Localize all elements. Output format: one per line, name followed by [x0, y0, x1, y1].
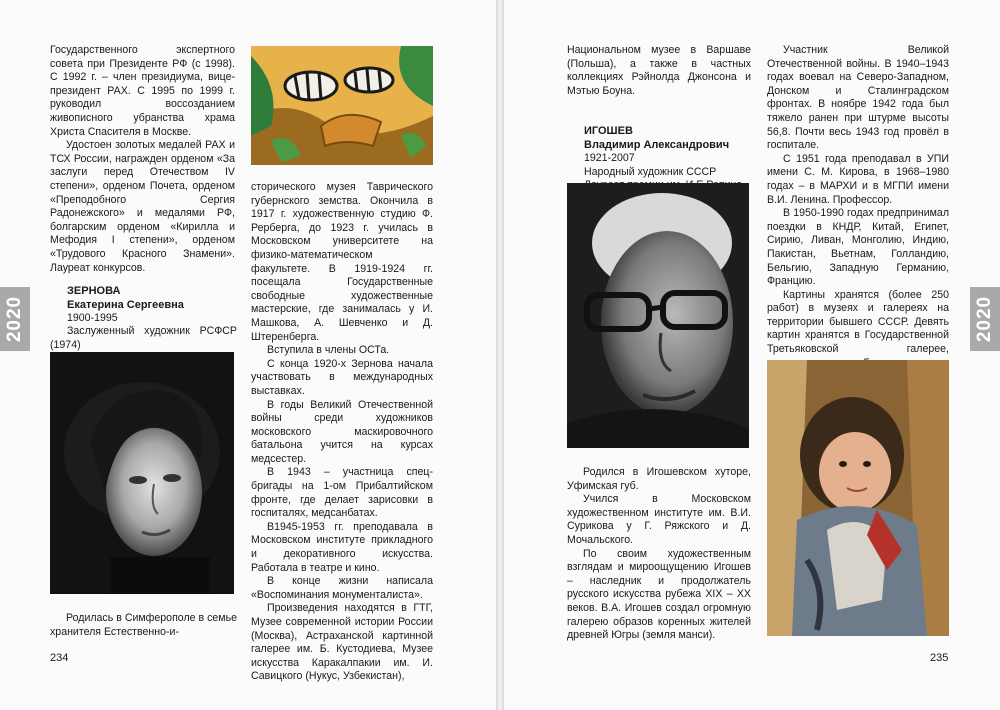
right-column-1-bottom — [567, 466, 751, 643]
left-col2-p2: Вступила в члены ОСТа. — [267, 344, 390, 357]
left-page — [0, 0, 496, 710]
right-col1-top — [567, 44, 751, 98]
right-col2-p4: Картины хранятся (более 250 работ) в музеях и галереях на территории бывшего СССР. Девять картин хранятся в Государственной Третьяковской галерее, — [767, 288, 949, 356]
left-col2-p4: В годы Великий Отечественной войны среди художников московского маскировочного батальона учится на курсах медсестер. — [251, 398, 433, 465]
artist-title: Заслуженный художник РСФСР (1974) — [50, 325, 237, 351]
year-tab-left — [0, 287, 30, 351]
right-col2-p1: Участник Великой Отечественной войны. В 1940–1943 годах воевал на Северо-Западном, Донском и Сталинградском фронтах. В ноябре 1942 года был тяжело ранен при штурме высоты 56,8. Почти весь 1943 год провёл в госпитале. — [767, 44, 949, 152]
right-column-2 — [767, 44, 949, 384]
painting-zebras — [251, 46, 433, 165]
left-col1-top-text: Государственного экспертного совета при Президенте РФ (с 1998). С 1992 г. – член президиума, вице-президент РАХ. С 1995 по 1999 г. руководил воссозданием живописного убранства храма Христа Спасителя в Москве. — [50, 44, 235, 138]
right-col1-p1: Родился в Игошевском хуторе, Уфимская губ. — [567, 466, 751, 492]
left-col2-p6: В1945-1953 гг. преподавала в Московском институте прикладного и декоративного искусства. Работала в театре и кино. — [251, 520, 433, 574]
left-col2-p7: В конце жизни написала «Воспоминания монументалиста». — [251, 575, 433, 601]
page-number-right: 235 — [930, 652, 949, 664]
left-col1-awards-text: Удостоен золотых медалей РАХ и ТСХ России, награжден орденом «За заслуги перед Отечеством IV степени», орденом Почета, орденом «Преподобного Сергия Радонежского» и медалями РФ, болгарским орденом «Кирилла и Мефодия I степени», орденом «Трудового Красного Знамени». Лауреат конкурсов. — [50, 139, 235, 274]
painting-child-portrait — [767, 360, 949, 636]
artist-fullname: Екатерина Сергеевна — [67, 299, 184, 311]
artist-surname: ЗЕРНОВА — [67, 285, 121, 297]
artist-years: 1921-2007 — [584, 152, 635, 164]
right-col1-p2: Учился в Московском художественном институте им. В.И. Сурикова у Г. Ряжского и Д. Мочальского. — [567, 493, 751, 546]
right-col1-top-text: Национальном музее в Варшаве (Польша), а также в частных коллекциях Рэйнолда Джонсона и Мэтью Боуна. — [567, 44, 751, 97]
left-col1-bottom — [50, 612, 237, 639]
year-tab-left-label: 2020 — [4, 295, 25, 343]
left-col1-bottom-text: Родилась в Симферополе в семье хранителя Естественно-и- — [50, 612, 237, 638]
artist-title: Народный художник СССР — [584, 165, 717, 178]
page-number-left: 234 — [50, 652, 69, 664]
right-page — [504, 0, 1000, 710]
year-tab-right-label: 2020 — [974, 295, 995, 343]
year-tab-right — [970, 287, 1000, 351]
left-col2-p8: Произведения находятся в ГТГ, Музее современной истории России (Москва), Астраханской картинной галерее им. Б. Кустодиева, Музее искусства Каракалпакии им. И. Савицкого (Нукус, Узбекистан), — [251, 602, 433, 683]
left-column-2 — [251, 181, 433, 684]
left-col2-p1: сторического музея Таврического губернского земства. Окончила в 1917 г. художественную студию Ф. Рерберга, до 1923 г. училась в Московском университете на физико-математическом факультете. В 1919-1924 гг. посещала Государственные свободные художественные мастерские, где занималась у И. Машкова, А. Шевченко и Д. Штеренберга. — [251, 181, 433, 343]
left-col2-p3: С конца 1920-х Зернова начала участвовать в международных выставках. — [251, 357, 433, 397]
left-col2-p5: В 1943 – участница спец-бригады на 1-ом Прибалтийском фронте, где делает зарисовки в госпиталях, медсанбатах. — [251, 466, 433, 520]
artist-header-zernova — [67, 284, 237, 326]
right-col2-p2: С 1951 года преподавал в УПИ имени С. М. Кирова, в 1968–1980 годах – в МАРХИ и в МГПИ имени В.И. Ленина. Профессор. — [767, 152, 949, 206]
portrait-zernova-photo — [50, 352, 234, 594]
portrait-igoshev-photo — [567, 183, 749, 448]
right-col1-p3: По своим художественным взглядам и мироощущению Игошев – наследник и продолжатель русского искусства рубежа XIX – XX веков. В.А. Игошев создал огромную галерею образов коренных жителей древней Югры (земля манси). — [567, 547, 751, 642]
book-gutter — [496, 0, 504, 710]
left-column-1 — [50, 44, 235, 275]
artist-years: 1900-1995 — [67, 312, 118, 324]
right-col2-p3: В 1950-1990 годах предпринимал поездки в КНДР, Китай, Египет, Сирию, Ливан, Монголию, Индию, Пакистан, Вьетнам, Голландию, Бельгию, Западную Германию, Францию. — [767, 207, 949, 288]
artist-surname: ИГОШЕВ — [584, 125, 633, 137]
artist-fullname: Владимир Александрович — [584, 139, 730, 151]
